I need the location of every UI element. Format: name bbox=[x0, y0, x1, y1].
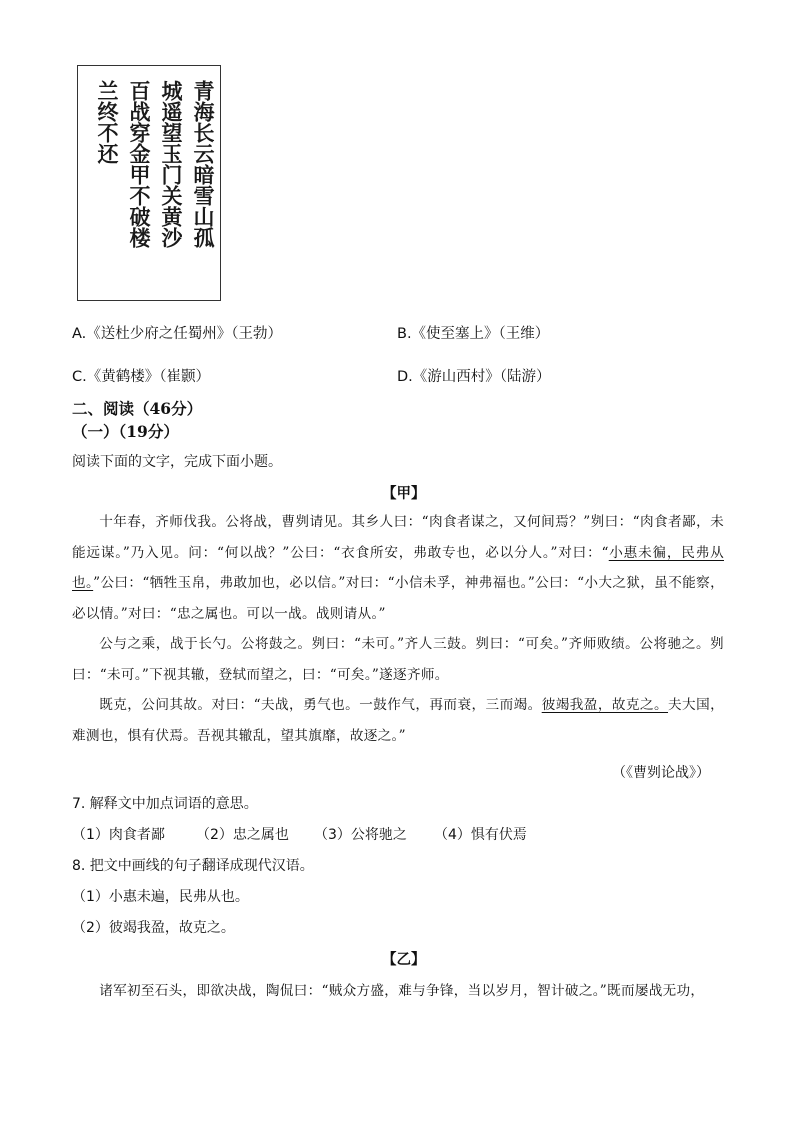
calligraphy-column-2: 城遥望玉门关黄沙 bbox=[159, 80, 184, 248]
question-8-item-2: （2）彼竭我盈，故克之。 bbox=[72, 920, 235, 936]
question-7-item-4: （4）惧有伏焉 bbox=[434, 827, 527, 843]
question-7-item-3: （3）公将驰之 bbox=[314, 827, 407, 843]
passage-jia-source: （《曹刿论战》） bbox=[612, 765, 710, 781]
question-8: 8. 把文中画线的句子翻译成现代汉语。 bbox=[72, 858, 314, 874]
option-b: B.《使至塞上》（王维） bbox=[397, 326, 550, 342]
calligraphy-column-3: 百战穿金甲不破楼 bbox=[127, 80, 152, 248]
passage-yi bbox=[72, 976, 724, 1007]
underlined-sentence-2: 彼竭我盈，故克之。 bbox=[541, 697, 669, 713]
option-a: A.《送杜少府之任蜀州》（王勃） bbox=[72, 326, 283, 342]
passage-text: ”公曰：“牺牲玉帛，弗敢加也，必以信。”对曰：“小信未孚，神弗福也。”公曰：“小大之狱，虽不能察，必以情。”对曰：“忠之属也。可以一战。战则请从。” bbox=[72, 575, 724, 622]
passage-jia bbox=[72, 507, 724, 751]
question-7-item-1: （1）肉食者鄙 bbox=[72, 827, 165, 843]
passage-yi-paragraph-1: 诸军初至石头，即欲决战，陶侃曰：“贼众方盛，难与争锋，当以岁月，智计破之。”既而屡战无功， bbox=[99, 983, 705, 999]
passage-text: 夫大国，难测也，惧有伏焉。吾视其辙乱，望其旗靡，故逐之。” bbox=[72, 697, 725, 744]
calligraphy-image bbox=[77, 65, 221, 301]
question-7-item-2: （2）忠之属也 bbox=[196, 827, 289, 843]
calligraphy-column-1: 青海长云暗雪山孤 bbox=[191, 80, 216, 248]
calligraphy-column-4: 兰终不还 bbox=[95, 80, 120, 164]
passage-jia-paragraph-1 bbox=[72, 507, 724, 629]
option-d: D.《游山西村》（陆游） bbox=[397, 369, 551, 385]
section-title: 二、阅读（46分） bbox=[72, 399, 203, 418]
section-subtitle: （一）（19分） bbox=[72, 422, 179, 441]
passage-text: 十年春，齐师伐我。公将战，曹刿请见。其乡人曰：“肉食者谋之，又何间焉？”刿曰：“肉食者鄙，未能远谋。”乃入见。问：“何以战？”公曰：“衣食所安，弗敢专也，必以分人。”对曰：“ bbox=[72, 514, 724, 561]
question-7: 7. 解释文中加点词语的意思。 bbox=[72, 796, 258, 812]
passage-text: 既克，公问其故。对曰：“夫战，勇气也。一鼓作气，再而衰，三而竭。 bbox=[99, 697, 542, 713]
section-instruction: 阅读下面的文字，完成下面小题。 bbox=[72, 454, 282, 470]
option-c: C.《黄鹤楼》（崔颢） bbox=[72, 369, 210, 385]
passage-yi-heading: 【乙】 bbox=[382, 952, 426, 968]
passage-jia-heading: 【甲】 bbox=[382, 486, 426, 502]
passage-jia-paragraph-3 bbox=[72, 690, 724, 751]
passage-jia-paragraph-2: 公与之乘，战于长勺。公将鼓之。刿曰：“未可。”齐人三鼓。刿曰：“可矣。”齐师败绩。公将驰之。刿曰：“未可。”下视其辙，登轼而望之，曰：“可矣。”遂逐齐师。 bbox=[72, 636, 724, 683]
underlined-sentence-1: 小惠未徧，民弗从也。 bbox=[72, 544, 724, 591]
question-8-item-1: （1）小惠未遍，民弗从也。 bbox=[72, 889, 249, 905]
